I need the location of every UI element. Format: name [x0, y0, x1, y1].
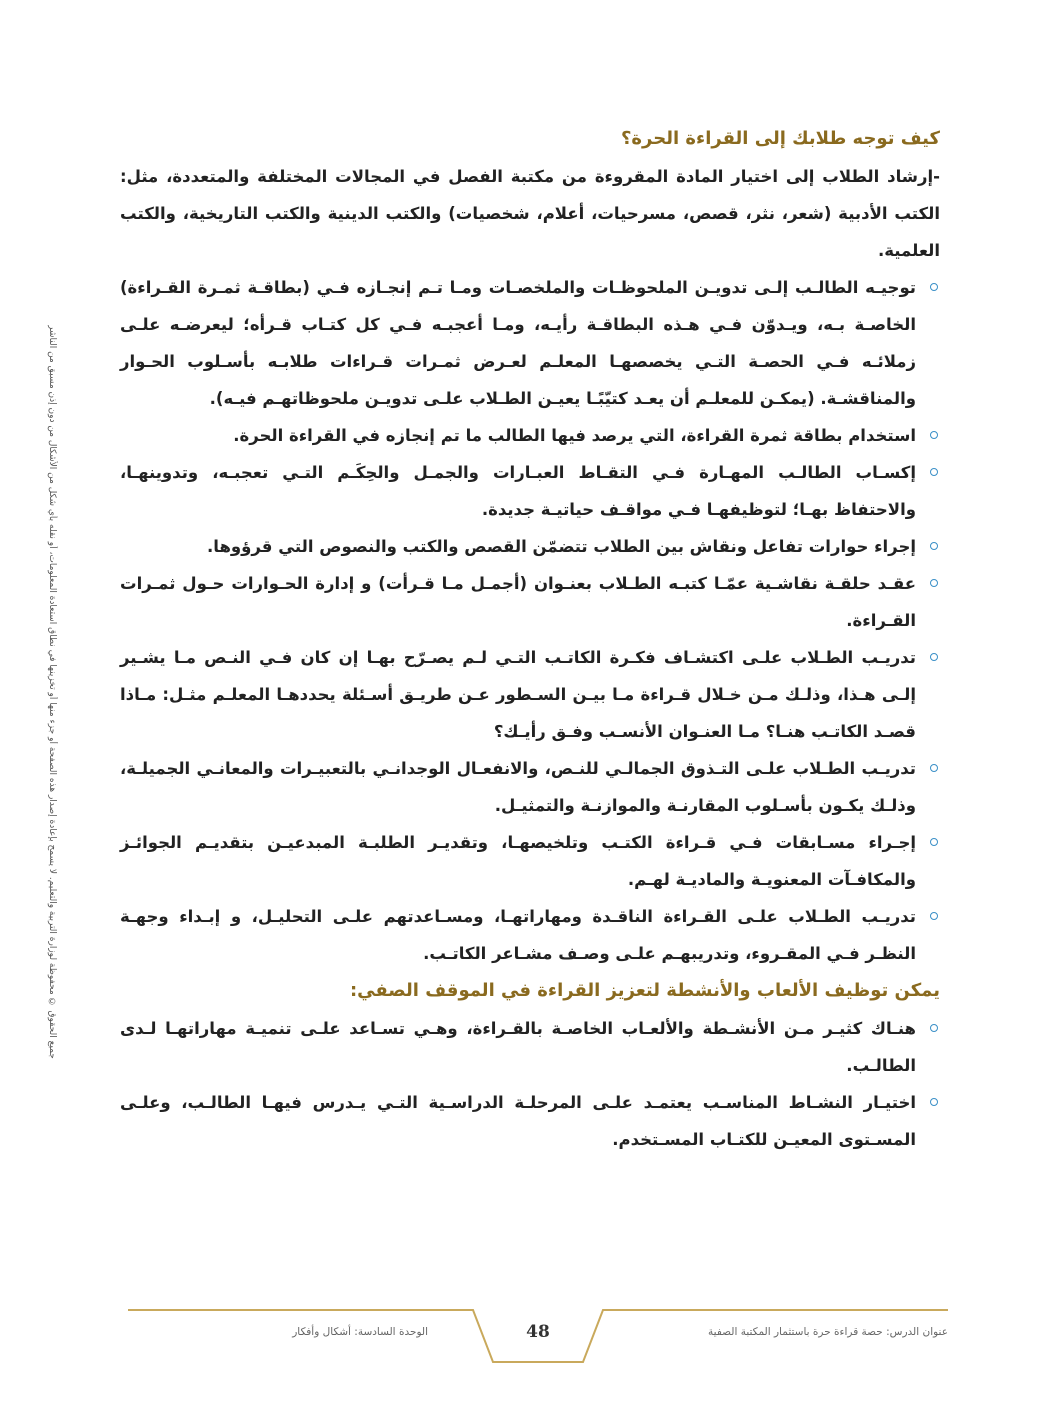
list-item [120, 824, 940, 898]
list-item-text: عقـد حلقـة نقاشـية عمّـا كتبـه الطـلاب بعنـوان (أجمـل مـا قـرأت) و إدارة الحـوارات حـول ثمـرات القـراءة. [120, 574, 916, 630]
circle-bullet-icon [930, 468, 938, 476]
circle-bullet-icon [930, 912, 938, 920]
list-item [120, 639, 940, 750]
list-item-text: إجراء حوارات تفاعل ونقاش بين الطلاب تتضمّن القصص والكتب والنصوص التي قرؤوها. [207, 537, 916, 556]
section-heading-free-reading: كيف توجه طلابك إلى القراءة الحرة؟ [620, 128, 940, 149]
bullet-list-2 [120, 1010, 940, 1158]
circle-bullet-icon [930, 1098, 938, 1106]
list-item [120, 565, 940, 639]
footer-unit-title: الوحدة السادسة: أشكال وأفكار [292, 1326, 428, 1338]
list-item [120, 269, 940, 417]
page-number: 48 [526, 1322, 550, 1342]
circle-bullet-icon [930, 838, 938, 846]
main-content [120, 126, 940, 1158]
bullet-list-1 [120, 269, 940, 972]
circle-bullet-icon [930, 764, 938, 772]
list-item [120, 454, 940, 528]
circle-bullet-icon [930, 579, 938, 587]
page-footer [128, 1300, 948, 1375]
list-item [120, 750, 940, 824]
circle-bullet-icon [930, 431, 938, 439]
list-item-text: إكسـاب الطالـب المهـارة فـي التقـاط العبـارات والجمـل والحِكَـم التـي تعجبـه، وتدوينهـا، والاحتفاظ بهـا؛ لتوظيفهـا فـي مواقـف حياتيـة جديدة. [120, 463, 916, 519]
list-item [120, 417, 940, 454]
list-item [120, 1084, 940, 1158]
list-item-text: توجيـه الطالـب إلـى تدويـن الملحوظـات والملخصـات ومـا تـم إنجـازه فـي (بطاقـة ثمـرة القـراءة) الخاصـة بـه، ويـدوّن فـي هـذه البطاقـة رأيـه، ومـا أعجبـه فـي كل كتـاب قـرأه؛ ليعرضـه علـى زملائـه فـي الحصـة التـي يخصصهـا المعلـم لعـرض ثمـرات قـراءات طلابـه بأسـلوب الحـوار والمناقشـة. (يمكـن للمعلـم أن يعـد كتيّبًـا يعيـن الطـلاب علـى تدويـن ملحوظاتهـم فيـه). [120, 278, 916, 408]
circle-bullet-icon [930, 653, 938, 661]
intro-paragraph: -إرشاد الطلاب إلى اختيار المادة المقروءة من مكتبة الفصل في المجالات المختلفة والمتعددة، مثل: الكتب الأدبية (شعر، نثر، قصص، مسرحيات، أعلام، شخصيات) والكتب الدينية والكتب التاريخية، والكتب العلمية. [120, 167, 940, 260]
circle-bullet-icon [930, 542, 938, 550]
list-item [120, 528, 940, 565]
copyright-side-note: جميع الحقوق © محفوظة لوزارة التربية والتعليم. لا يسمح بإعادة إصدار هذه الصفحة أو جزء منها أو تخزينها في نطاق استعادة المعلومات، أو نقله بأي شكل من الأشكال من دون إذن مسبق من الناشر [47, 325, 57, 1059]
list-item-text: إجـراء مسـابقات فـي قـراءة الكتـب وتلخيصهـا، وتقديـر الطلبـة المبدعيـن بتقديـم الجوائـز والمكافـآت المعنويـة والماديـة لهـم. [120, 833, 916, 889]
list-item [120, 1010, 940, 1084]
list-item-text: تدريـب الطـلاب علـى القـراءة الناقـدة ومهاراتهـا، ومسـاعدتهم علـى التحليـل، و إبـداء وجهـة النظـر فـي المقـروء، وتدريبهـم علـى وصـف مشـاعر الكاتـب. [120, 907, 916, 963]
list-item [120, 898, 940, 972]
circle-bullet-icon [930, 1024, 938, 1032]
list-item-text: استخدام بطاقة ثمرة القراءة، التي يرصد فيها الطالب ما تم إنجازه في القراءة الحرة. [233, 426, 916, 445]
section-heading-games: يمكن توظيف الألعاب والأنشطة لتعزيز القراءة في الموقف الصفي: [349, 980, 940, 1001]
footer-lesson-title: عنوان الدرس: حصة قراءة حرة باستثمار المكتبة الصفية [708, 1326, 948, 1338]
list-item-text: اختيـار النشـاط المناسـب يعتمـد علـى المرحلـة الدراسـية التـي يـدرس فيهـا الطالـب، وعلـى المسـتوى المعيـن للكتـاب المسـتخدم. [120, 1093, 916, 1149]
circle-bullet-icon [930, 283, 938, 291]
list-item-text: هنـاك كثيـر مـن الأنشـطة والألعـاب الخاصـة بالقـراءة، وهـي تسـاعد علـى تنميـة مهاراتهـا لـدى الطالـب. [120, 1019, 916, 1075]
list-item-text: تدريـب الطـلاب علـى التـذوق الجمالـي للنـص، والانفعـال الوجدانـي بالتعبيـرات والمعانـي الجميلـة، وذلـك يكـون بأسـلوب المقارنـة والموازنـة والتمثيـل. [120, 759, 916, 815]
list-item-text: تدريـب الطـلاب علـى اكتشـاف فكـرة الكاتـب التـي لـم يصـرّح بهـا إن كان فـي النـص مـا يشـير إلـى هـذا، وذلـك مـن خـلال قـراءة مـا بيـن السـطور عـن طريـق أسـئلة يحددهـا المعلـم مثـل: مـاذا قصـد الكاتـب هنـا؟ مـا العنـوان الأنسـب وفـق رأيـك؟ [120, 648, 916, 741]
